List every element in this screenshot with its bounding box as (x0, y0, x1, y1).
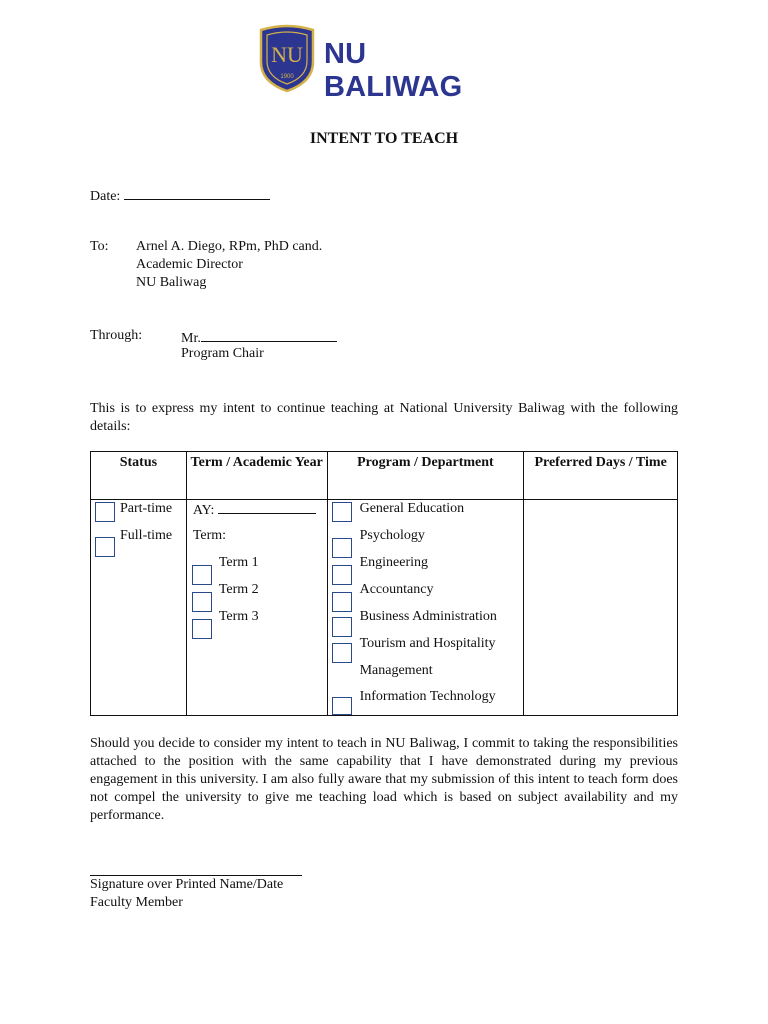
recipient-name: Arnel A. Diego, RPm, PhD cand. (136, 239, 323, 254)
engineering-checkbox[interactable] (332, 565, 352, 585)
header-program: Program / Department (327, 452, 524, 500)
logo-wordmark: NU BALIWAG (324, 38, 463, 103)
term-1-checkbox[interactable] (192, 565, 212, 585)
details-table (90, 451, 678, 716)
term-label: Term: (192, 528, 227, 543)
term-2-label: Term 2 (218, 582, 259, 597)
signatory-role: Faculty Member (90, 895, 183, 910)
through-prefix: Mr. (181, 331, 201, 346)
business-administration-checkbox[interactable] (332, 617, 352, 637)
engineering-label: Engineering (359, 555, 429, 570)
table-body-row (91, 500, 678, 716)
ay-row (193, 501, 316, 519)
signature-line[interactable] (90, 875, 302, 876)
general-education-checkbox[interactable] (332, 502, 352, 522)
part-time-label: Part-time (120, 501, 173, 516)
program-cell (327, 500, 524, 716)
tourism-hospitality-checkbox[interactable] (332, 643, 352, 663)
header-status: Status (91, 452, 187, 500)
information-technology-checkbox[interactable] (332, 697, 352, 715)
term-2-checkbox[interactable] (192, 592, 212, 612)
information-technology-label: Information Technology (359, 689, 496, 704)
header-term-year: Term / Academic Year (186, 452, 327, 500)
commitment-paragraph: Should you decide to consider my intent to teach in NU Baliwag, I commit to taking the responsibilities attached to the position with the same capability that I have demonstrated during my previous engagement in this university. I am also fully aware that my submission of this intent to teach form does not compel the university to give me teaching load which is based on subject availability and my performance. (90, 736, 678, 823)
nu-baliwag-logo (258, 24, 508, 103)
term-year-cell (186, 500, 327, 716)
svg-text:NU: NU (271, 42, 303, 67)
ay-label: AY: (192, 503, 215, 518)
svg-text:1900: 1900 (280, 74, 294, 80)
through-label: Through: (90, 328, 143, 343)
program-chair-name-field[interactable] (201, 328, 337, 342)
table-header-row (91, 452, 678, 500)
psychology-label: Psychology (359, 528, 425, 543)
intro-paragraph: This is to express my intent to continue teaching at National University Baliwag with the following details: (90, 401, 678, 434)
general-education-label: General Education (359, 501, 465, 516)
psychology-checkbox[interactable] (332, 538, 352, 558)
nu-seal-icon (258, 24, 316, 92)
date-field[interactable] (124, 186, 270, 200)
through-row (181, 328, 337, 347)
management-label: Management (359, 663, 433, 678)
header-preferred-days: Preferred Days / Time (524, 452, 678, 500)
recipient-title: Academic Director (136, 257, 243, 272)
academic-year-field[interactable] (218, 501, 316, 514)
business-administration-label: Business Administration (359, 609, 497, 624)
accountancy-label: Accountancy (359, 582, 434, 597)
status-cell (91, 500, 187, 716)
term-1-label: Term 1 (218, 555, 259, 570)
full-time-checkbox[interactable] (95, 537, 115, 557)
date-label: Date: (90, 189, 121, 204)
recipient-institution: NU Baliwag (136, 275, 207, 290)
full-time-label: Full-time (120, 528, 173, 543)
accountancy-checkbox[interactable] (332, 592, 352, 612)
term-3-label: Term 3 (218, 609, 259, 624)
part-time-checkbox[interactable] (95, 502, 115, 522)
to-label: To: (90, 239, 109, 254)
document-title: INTENT TO TEACH (309, 130, 459, 147)
signature-caption: Signature over Printed Name/Date (90, 877, 284, 892)
preferred-days-cell[interactable] (524, 500, 678, 716)
term-3-checkbox[interactable] (192, 619, 212, 639)
date-row (90, 186, 270, 205)
through-role: Program Chair (181, 346, 264, 361)
tourism-hospitality-label: Tourism and Hospitality (359, 636, 496, 651)
